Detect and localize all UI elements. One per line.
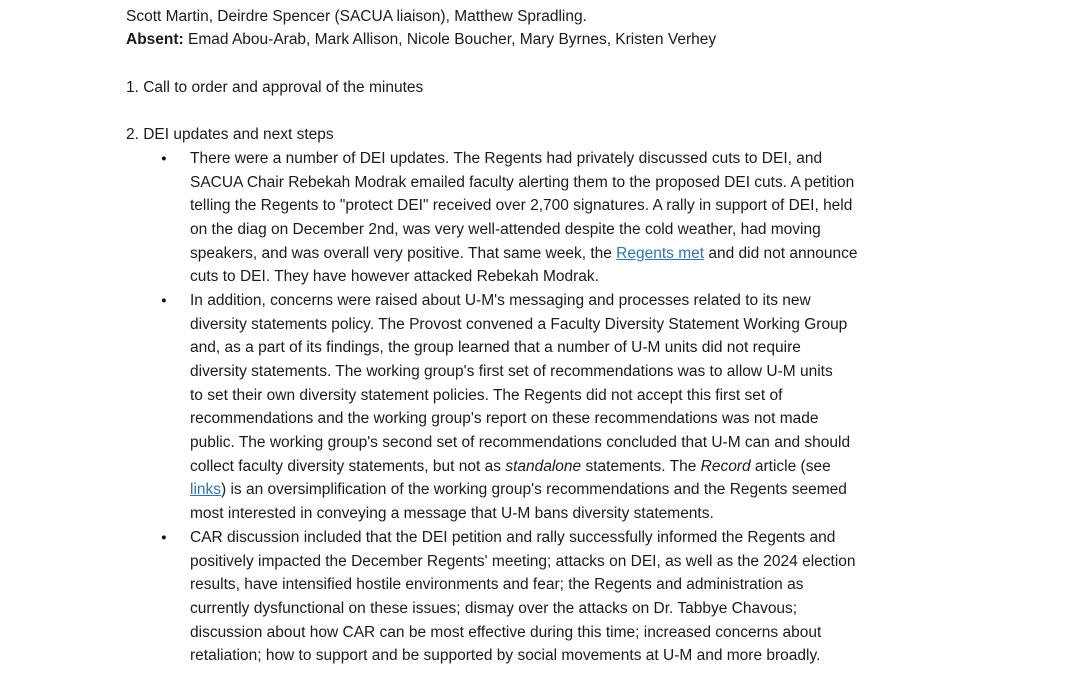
text-line [126,5,962,29]
text-run: ) is an oversimplification of the working group's recommendations and the Regents seemed [221,481,847,499]
text-line [190,360,962,384]
text-run: and did not announce [704,244,858,262]
bullet-item [126,526,962,668]
text-run: Emad Abou-Arab, Mark Allison, Nicole Boucher, Mary Byrnes, Kristen Verhey [183,31,717,49]
text-run: 2. DEI updates and next steps [126,126,334,144]
bullet-text [190,147,962,289]
text-run: statements. The [581,457,701,475]
text-line [190,526,962,550]
text-run: positively impacted the December Regents' meeting; attacks on DEI, as well as the 2024 election [190,552,856,570]
text-run: There were a number of DEI updates. The Regents had privately discussed cuts to DEI, and [190,149,823,167]
text-line [190,147,962,171]
bullet-icon: ● [161,531,167,543]
text-line [190,384,962,408]
text-run: cuts to DEI. They have however attacked Rebekah Modrak. [190,268,599,286]
hyperlink[interactable]: links [190,481,222,499]
text-run: Scott Martin, Deirdre Spencer (SACUA liaison), Matthew Spradling. [126,7,587,25]
bullet-text [190,526,962,668]
text-run: Absent: [126,31,184,49]
text-line [126,28,962,52]
text-run: In addition, concerns were raised about U-M's messaging and processes related to its new [190,291,811,309]
text-run: retaliation; how to support and be supported by social movements at U-M and more broadly. [190,647,821,665]
text-line [126,76,962,100]
text-line [190,289,962,313]
text-run: collect faculty diversity statements, but not as [190,457,506,475]
bullet-text [190,289,962,526]
text-line [190,478,962,502]
blank-line [126,52,962,76]
text-run: CAR discussion included that the DEI petition and rally successfully informed the Regents and [190,528,836,546]
text-run: currently dysfunctional on these issues; dismay over the attacks on Dr. Tabbye Chavous; [190,599,798,617]
text-run: 1. Call to order and approval of the minutes [126,78,424,96]
text-line [190,502,962,526]
text-line [190,336,962,360]
text-line [190,597,962,621]
bullet-item [126,289,962,526]
text-run: diversity statements. The working group's first set of recommendations was to allow U-M units [190,363,833,380]
text-run: speakers, and was overall very positive. That same week, the [190,244,617,262]
bullet-icon: ● [161,152,167,164]
text-run: article (see [750,457,831,475]
text-line [190,171,962,195]
hyperlink[interactable]: Regents met [616,244,705,262]
text-line [190,407,962,431]
text-line [190,194,962,218]
text-line [190,455,962,479]
text-run: diversity statements policy. The Provost convened a Faculty Diversity Statement Working Group [190,315,848,333]
text-run: discussion about how CAR can be most effective during this time; increased concerns about [190,623,822,641]
text-line [190,621,962,645]
blank-line [126,99,962,123]
text-run: Record [700,457,751,475]
text-run: to set their own diversity statement policies. The Regents did not accept this first set of [190,386,783,404]
text-line [190,242,962,266]
text-run: and, as a part of its findings, the group learned that a number of U-M units did not require [190,339,801,357]
text-run: recommendations and the working group's report on these recommendations was not made [190,410,819,428]
text-run: standalone [505,457,582,475]
text-line [190,218,962,242]
bullet-item [126,147,962,289]
text-run: public. The working group's second set of recommendations concluded that U-M can and should [190,434,851,452]
text-run [126,0,987,1]
text-line [190,313,962,337]
text-line [126,123,962,147]
text-run: telling the Regents to "protect DEI" received over 2,700 signatures. A rally in support of DEI, held [190,197,853,215]
text-line [190,431,962,455]
text-run: on the diag on December 2nd, was very well-attended despite the cold weather, had moving [190,220,821,238]
text-line [190,265,962,289]
text-run: results, have intensified hostile environments and fear; the Regents and administration as [190,576,804,594]
text-line [190,550,962,574]
text-line [190,644,962,668]
text-line [190,573,962,597]
bullet-icon: ● [161,294,167,306]
text-run: most interested in conveying a message that U-M bans diversity statements. [190,505,714,523]
text-run: SACUA Chair Rebekah Modrak emailed faculty alerting them to the proposed DEI cuts. A petition [190,173,855,191]
clipped-text-line [126,0,962,5]
